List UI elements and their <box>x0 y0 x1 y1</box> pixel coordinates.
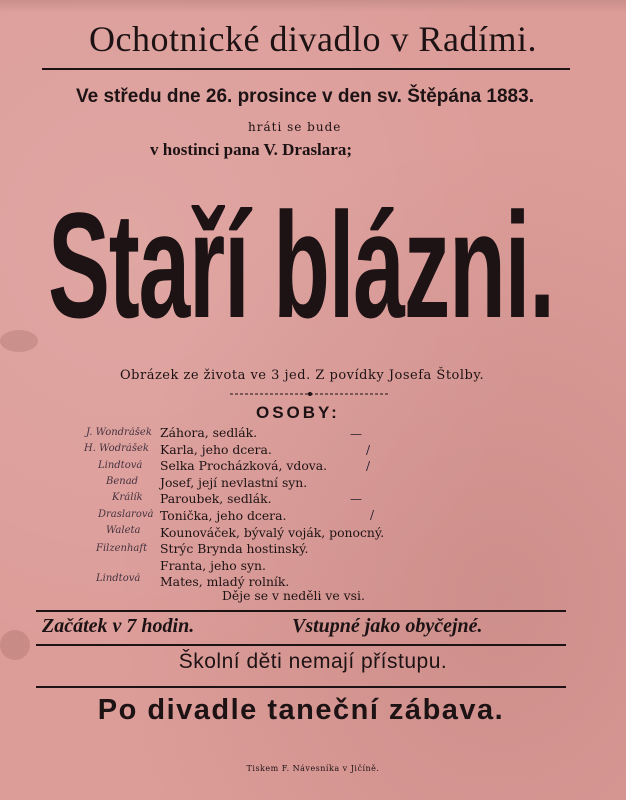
cast-item: Záhora, sedlák. <box>160 425 258 440</box>
handwritten-actor: Králík <box>112 492 143 503</box>
handwritten-actor: Waleta <box>106 525 141 536</box>
start-time: Začátek v 7 hodin. <box>42 615 195 637</box>
section-rule <box>36 610 566 612</box>
play-subtitle: Obrázek ze života ve 3 jed. Z povídky Josefa Štolby. <box>120 368 485 383</box>
handwritten-actor: Lindtová <box>98 460 143 471</box>
section-rule <box>36 644 566 646</box>
handwritten-mark: / <box>366 443 371 457</box>
torn-edge <box>0 0 626 12</box>
cast-item: Kounováček, bývalý voják, ponocný. <box>160 524 385 540</box>
handwritten-actor: Benad <box>106 476 139 487</box>
header-rule <box>42 68 570 70</box>
theatre-name: Ochotnické divadlo v Radími. <box>89 19 537 59</box>
ornament-divider <box>230 390 390 398</box>
cast-item: Selka Procházková, vdova. <box>160 458 328 474</box>
handwritten-mark: / <box>366 459 371 473</box>
handwritten-mark: — <box>350 492 362 506</box>
date-line: Ve středu dne 26. prosince v den sv. Štěpána 1883. <box>76 86 534 107</box>
play-line: hráti se bude <box>248 120 342 134</box>
handwritten-mark: / <box>370 508 375 522</box>
cast-item: Franta, jeho syn. <box>160 557 266 573</box>
handwritten-actor: Lindtová <box>96 573 141 584</box>
cast-header: OSOBY: <box>256 403 340 422</box>
cast-list <box>160 425 384 591</box>
handwritten-actor: H. Wodrášek <box>84 443 149 454</box>
entry-price: Vstupné jako obyčejné. <box>292 615 483 637</box>
handwritten-actor: J. Wondrášek <box>86 427 152 438</box>
cast-item: Tonička, jeho dcera. <box>160 507 287 523</box>
paper-stain <box>0 330 38 352</box>
after-show-dance: Po divadle taneční zábava. <box>97 694 505 726</box>
venue-line: v hostinci pana V. Draslara; <box>150 140 352 159</box>
handwritten-mark: — <box>350 427 362 441</box>
cast-item: Paroubek, sedlák. <box>160 491 272 507</box>
cast-item: Strýc Brynda hostinský. <box>160 541 309 557</box>
handwritten-actor: Filzenhaft <box>96 543 148 554</box>
printer-credit: Tiskem F. Návesníka v Jičíně. <box>246 764 380 773</box>
handwritten-actor: Draslarová <box>98 509 154 520</box>
section-rule <box>36 686 566 688</box>
setting-line: Děje se v neděli ve vsi. <box>222 588 365 603</box>
cast-item: Karla, jeho dcera. <box>160 441 272 457</box>
cast-item: Josef, její nevlastní syn. <box>160 474 308 490</box>
play-title: Staří blázni. <box>48 181 554 349</box>
cast-item: Mates, mladý rolník. <box>160 574 290 590</box>
school-notice: Školní děti nemají přístupu. <box>178 650 448 673</box>
